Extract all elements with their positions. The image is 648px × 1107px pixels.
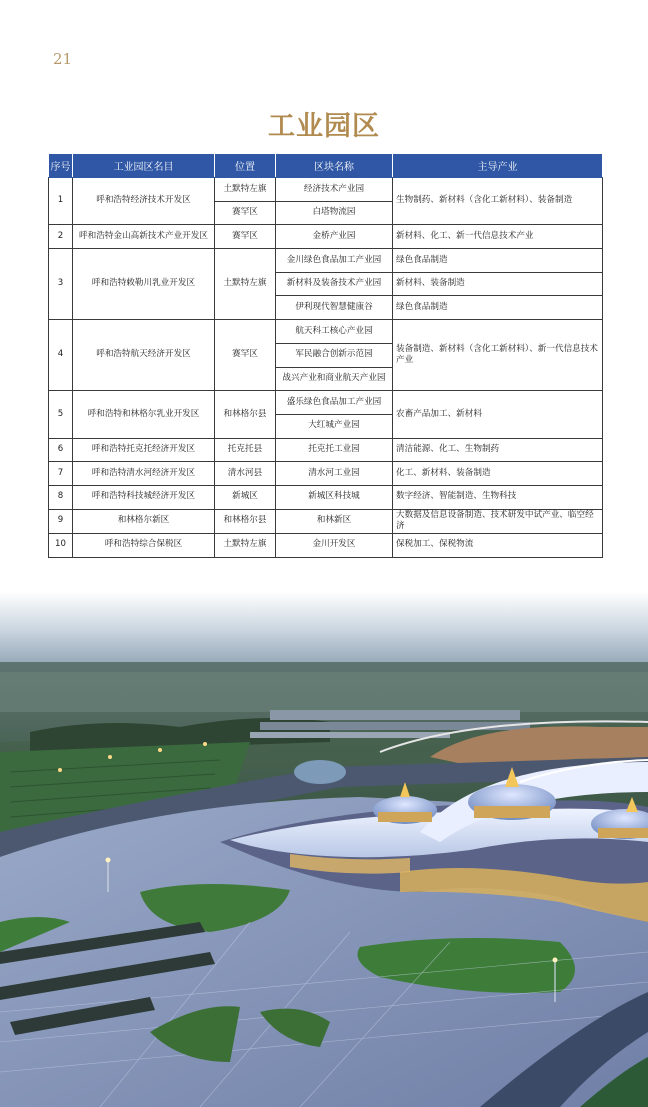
table-row (49, 462, 603, 486)
row-block: 经济技术产业园 (276, 178, 393, 202)
row-industry: 新材料、装备制造 (393, 272, 603, 296)
sky (0, 592, 648, 672)
row-industry: 绿色食品制造 (393, 249, 603, 273)
row-park: 呼和浩特和林格尔乳业开发区 (73, 391, 215, 438)
row-block: 金桥产业园 (276, 225, 393, 249)
table-header-row (49, 154, 603, 178)
row-no: 10 (49, 533, 73, 557)
table-row (49, 249, 603, 273)
table-row (49, 391, 603, 415)
row-location: 土默特左旗 (215, 178, 276, 202)
row-location: 赛罕区 (215, 201, 276, 225)
row-block: 大红城产业园 (276, 414, 393, 438)
row-park: 呼和浩特金山高新技术产业开发区 (73, 225, 215, 249)
row-industry: 化工、新材料、装备制造 (393, 462, 603, 486)
row-no: 8 (49, 485, 73, 509)
row-location: 新城区 (215, 485, 276, 509)
header-block: 区块名称 (276, 154, 393, 178)
row-no: 7 (49, 462, 73, 486)
header-location: 位置 (215, 154, 276, 178)
page-number: 21 (53, 50, 73, 68)
table-row (49, 178, 603, 202)
row-block: 伊利现代智慧健康谷 (276, 296, 393, 320)
header-no: 序号 (49, 154, 73, 178)
row-block: 战兴产业和商业航天产业园 (276, 367, 393, 391)
row-industry: 保税加工、保税物流 (393, 533, 603, 557)
row-location: 和林格尔县 (215, 509, 276, 533)
table-row (49, 485, 603, 509)
row-block: 新城区科技城 (276, 485, 393, 509)
row-no: 5 (49, 391, 73, 438)
row-no: 1 (49, 178, 73, 225)
table-row (49, 225, 603, 249)
row-block: 航天科工核心产业园 (276, 320, 393, 344)
row-no: 4 (49, 320, 73, 391)
header-park: 工业园区名目 (73, 154, 215, 178)
row-block: 金川开发区 (276, 533, 393, 557)
row-block: 盛乐绿色食品加工产业园 (276, 391, 393, 415)
row-park: 呼和浩特托克托经济开发区 (73, 438, 215, 462)
row-location: 赛罕区 (215, 225, 276, 249)
row-industry: 新材料、化工、新一代信息技术产业 (393, 225, 603, 249)
row-no: 9 (49, 509, 73, 533)
row-park: 呼和浩特经济技术开发区 (73, 178, 215, 225)
row-industry: 绿色食品制造 (393, 296, 603, 320)
row-location: 土默特左旗 (215, 533, 276, 557)
row-location: 托克托县 (215, 438, 276, 462)
row-block: 托克托工业园 (276, 438, 393, 462)
aerial-photo (0, 592, 648, 1107)
row-park: 呼和浩特清水河经济开发区 (73, 462, 215, 486)
row-location: 清水河县 (215, 462, 276, 486)
header-industry: 主导产业 (393, 154, 603, 178)
row-location: 土默特左旗 (215, 249, 276, 320)
row-park: 呼和浩特航天经济开发区 (73, 320, 215, 391)
table-row (49, 509, 603, 533)
row-no: 6 (49, 438, 73, 462)
row-block: 金川绿色食品加工产业园 (276, 249, 393, 273)
row-no: 2 (49, 225, 73, 249)
row-industry: 大数据及信息设备制造、技术研发中试产业、临空经济 (393, 509, 603, 533)
row-industry: 农畜产品加工、新材料 (393, 391, 603, 438)
row-industry: 数字经济、智能制造、生物科技 (393, 485, 603, 509)
table-row (49, 438, 603, 462)
row-block: 清水河工业园 (276, 462, 393, 486)
row-park: 呼和浩特科技城经济开发区 (73, 485, 215, 509)
table-row (49, 533, 603, 557)
row-block: 白塔物流园 (276, 201, 393, 225)
table-row (49, 320, 603, 344)
row-park: 和林格尔新区 (73, 509, 215, 533)
row-park: 呼和浩特综合保税区 (73, 533, 215, 557)
row-industry: 生物制药、新材料（含化工新材料）、装备制造 (393, 178, 603, 225)
page-title: 工业园区 (268, 111, 380, 142)
row-block: 和林新区 (276, 509, 393, 533)
row-block: 军民融合创新示范园 (276, 343, 393, 367)
row-no: 3 (49, 249, 73, 320)
row-industry: 装备制造、新材料（含化工新材料）、新一代信息技术产业 (393, 320, 603, 391)
row-location: 赛罕区 (215, 320, 276, 391)
row-industry: 清洁能源、化工、生物制药 (393, 438, 603, 462)
industrial-park-table (48, 153, 603, 558)
row-park: 呼和浩特敕勒川乳业开发区 (73, 249, 215, 320)
row-block: 新材料及装备技术产业园 (276, 272, 393, 296)
row-location: 和林格尔县 (215, 391, 276, 438)
